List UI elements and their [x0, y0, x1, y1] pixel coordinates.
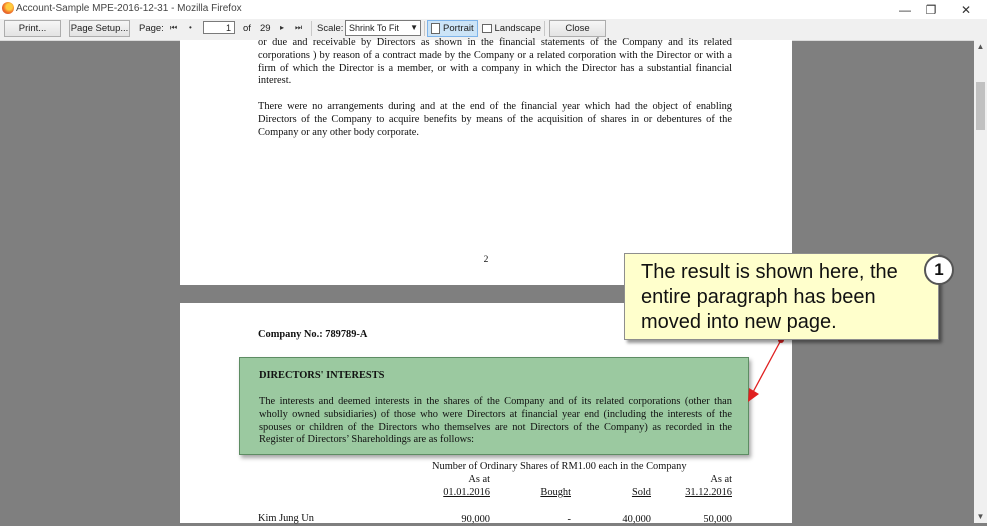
page-number-input[interactable]: 1 [203, 21, 235, 34]
landscape-page-icon [482, 24, 492, 33]
callout-box [624, 253, 939, 340]
print-button-label: Print... [18, 23, 47, 34]
column-header-line: As at [468, 474, 490, 485]
paragraph-directors-benefits: or due and receivable by Directors as shown in the financial statements of the Company and its related corporations ) by reason of a contract made by the Company or a related corporation with the Director or with a firm of which the Director is a member, or with a company in which the Director has a substantial financial interest. [258, 37, 732, 87]
callout-text: The result is shown here, the entire paragraph has been moved into new page. [641, 261, 898, 333]
of-label: of [243, 23, 251, 34]
page-setup-button-label: Page Setup... [70, 23, 129, 34]
column-header-sold [632, 486, 651, 499]
company-number: Company No.: 789789-A [258, 329, 368, 340]
toolbar-divider [544, 21, 545, 36]
vertical-scrollbar[interactable] [974, 40, 987, 523]
minimize-button[interactable]: — [899, 2, 911, 17]
print-button[interactable] [4, 20, 61, 37]
landscape-label: Landscape [494, 23, 541, 34]
page-number: 2 [483, 255, 489, 265]
table-cell-as-at-end: 50,000 [703, 514, 732, 525]
toolbar-divider [424, 21, 425, 36]
next-page-icon[interactable]: ▸ [280, 23, 285, 32]
scroll-down-icon[interactable]: ▼ [976, 512, 985, 521]
directors-interests-paragraph: The interests and deemed interests in the shares of the Company and of its related corporations (other than wholly owned subsidiaries) of those who were Directors at financial year end (including the interests of the spouses or children of the Directors who themselves are not Directors of the Company) as recorded in the Register of Directors’ Shareholdings are as follows: [259, 396, 732, 446]
previous-page-icon[interactable]: • [189, 23, 192, 32]
last-page-icon[interactable]: ⏭ [295, 23, 303, 32]
maximize-button[interactable]: ❐ [925, 2, 937, 17]
table-cell-bought: - [567, 514, 571, 525]
step-number-badge: 1 [924, 255, 954, 285]
toolbar-divider [311, 21, 312, 36]
portrait-page-icon [431, 23, 440, 34]
scale-label: Scale: [317, 23, 344, 34]
page-label: Page: [139, 23, 164, 34]
paragraph-no-arrangements: There were no arrangements during and at the end of the financial year which had the object of enabling Directors of the Company to acquire benefits by means of the acquisition of shares in or debentures of the Company or any other body corporate. [258, 101, 732, 138]
column-header-line: As at [710, 474, 732, 485]
column-header-bought [540, 486, 571, 499]
scale-value: Shrink To Fit [349, 23, 399, 33]
column-header-as-at-end [685, 473, 732, 499]
column-header-line: 31.12.2016 [685, 487, 732, 498]
scroll-up-icon[interactable]: ▲ [976, 42, 985, 51]
column-header-line: 01.01.2016 [443, 487, 490, 498]
title-bar [0, 0, 987, 19]
table-row-name: Kim Jung Un [258, 513, 314, 524]
section-heading: DIRECTORS' INTERESTS [259, 370, 385, 381]
highlighted-paragraph-box [239, 357, 749, 455]
landscape-button[interactable] [479, 20, 541, 37]
portrait-button[interactable] [427, 20, 478, 37]
close-preview-label: Close [565, 23, 590, 34]
table-cell-as-at-start: 90,000 [461, 514, 490, 525]
total-pages: 29 [260, 23, 271, 34]
close-preview-button[interactable] [549, 20, 606, 37]
column-header-as-at-start [443, 473, 490, 499]
preview-page-2 [180, 37, 792, 285]
close-window-button[interactable]: ✕ [960, 2, 972, 17]
scrollbar-thumb[interactable] [976, 82, 985, 130]
column-header-line: Bought [540, 487, 571, 498]
table-cell-sold: 40,000 [622, 514, 651, 525]
firefox-logo-icon [2, 2, 14, 14]
column-header-line: Sold [631, 487, 651, 498]
scale-dropdown[interactable] [345, 20, 421, 36]
window-title: Account-Sample MPE-2016-12-31 - Mozilla Firefox [16, 3, 242, 14]
shares-table-caption: Number of Ordinary Shares of RM1.00 each in the Company [432, 461, 687, 472]
portrait-label: Portrait [443, 23, 474, 34]
page-setup-button[interactable] [69, 20, 130, 37]
callout-arrow [740, 330, 790, 410]
first-page-icon[interactable]: ⏮ [170, 23, 178, 32]
chevron-down-icon: ▼ [410, 23, 418, 32]
